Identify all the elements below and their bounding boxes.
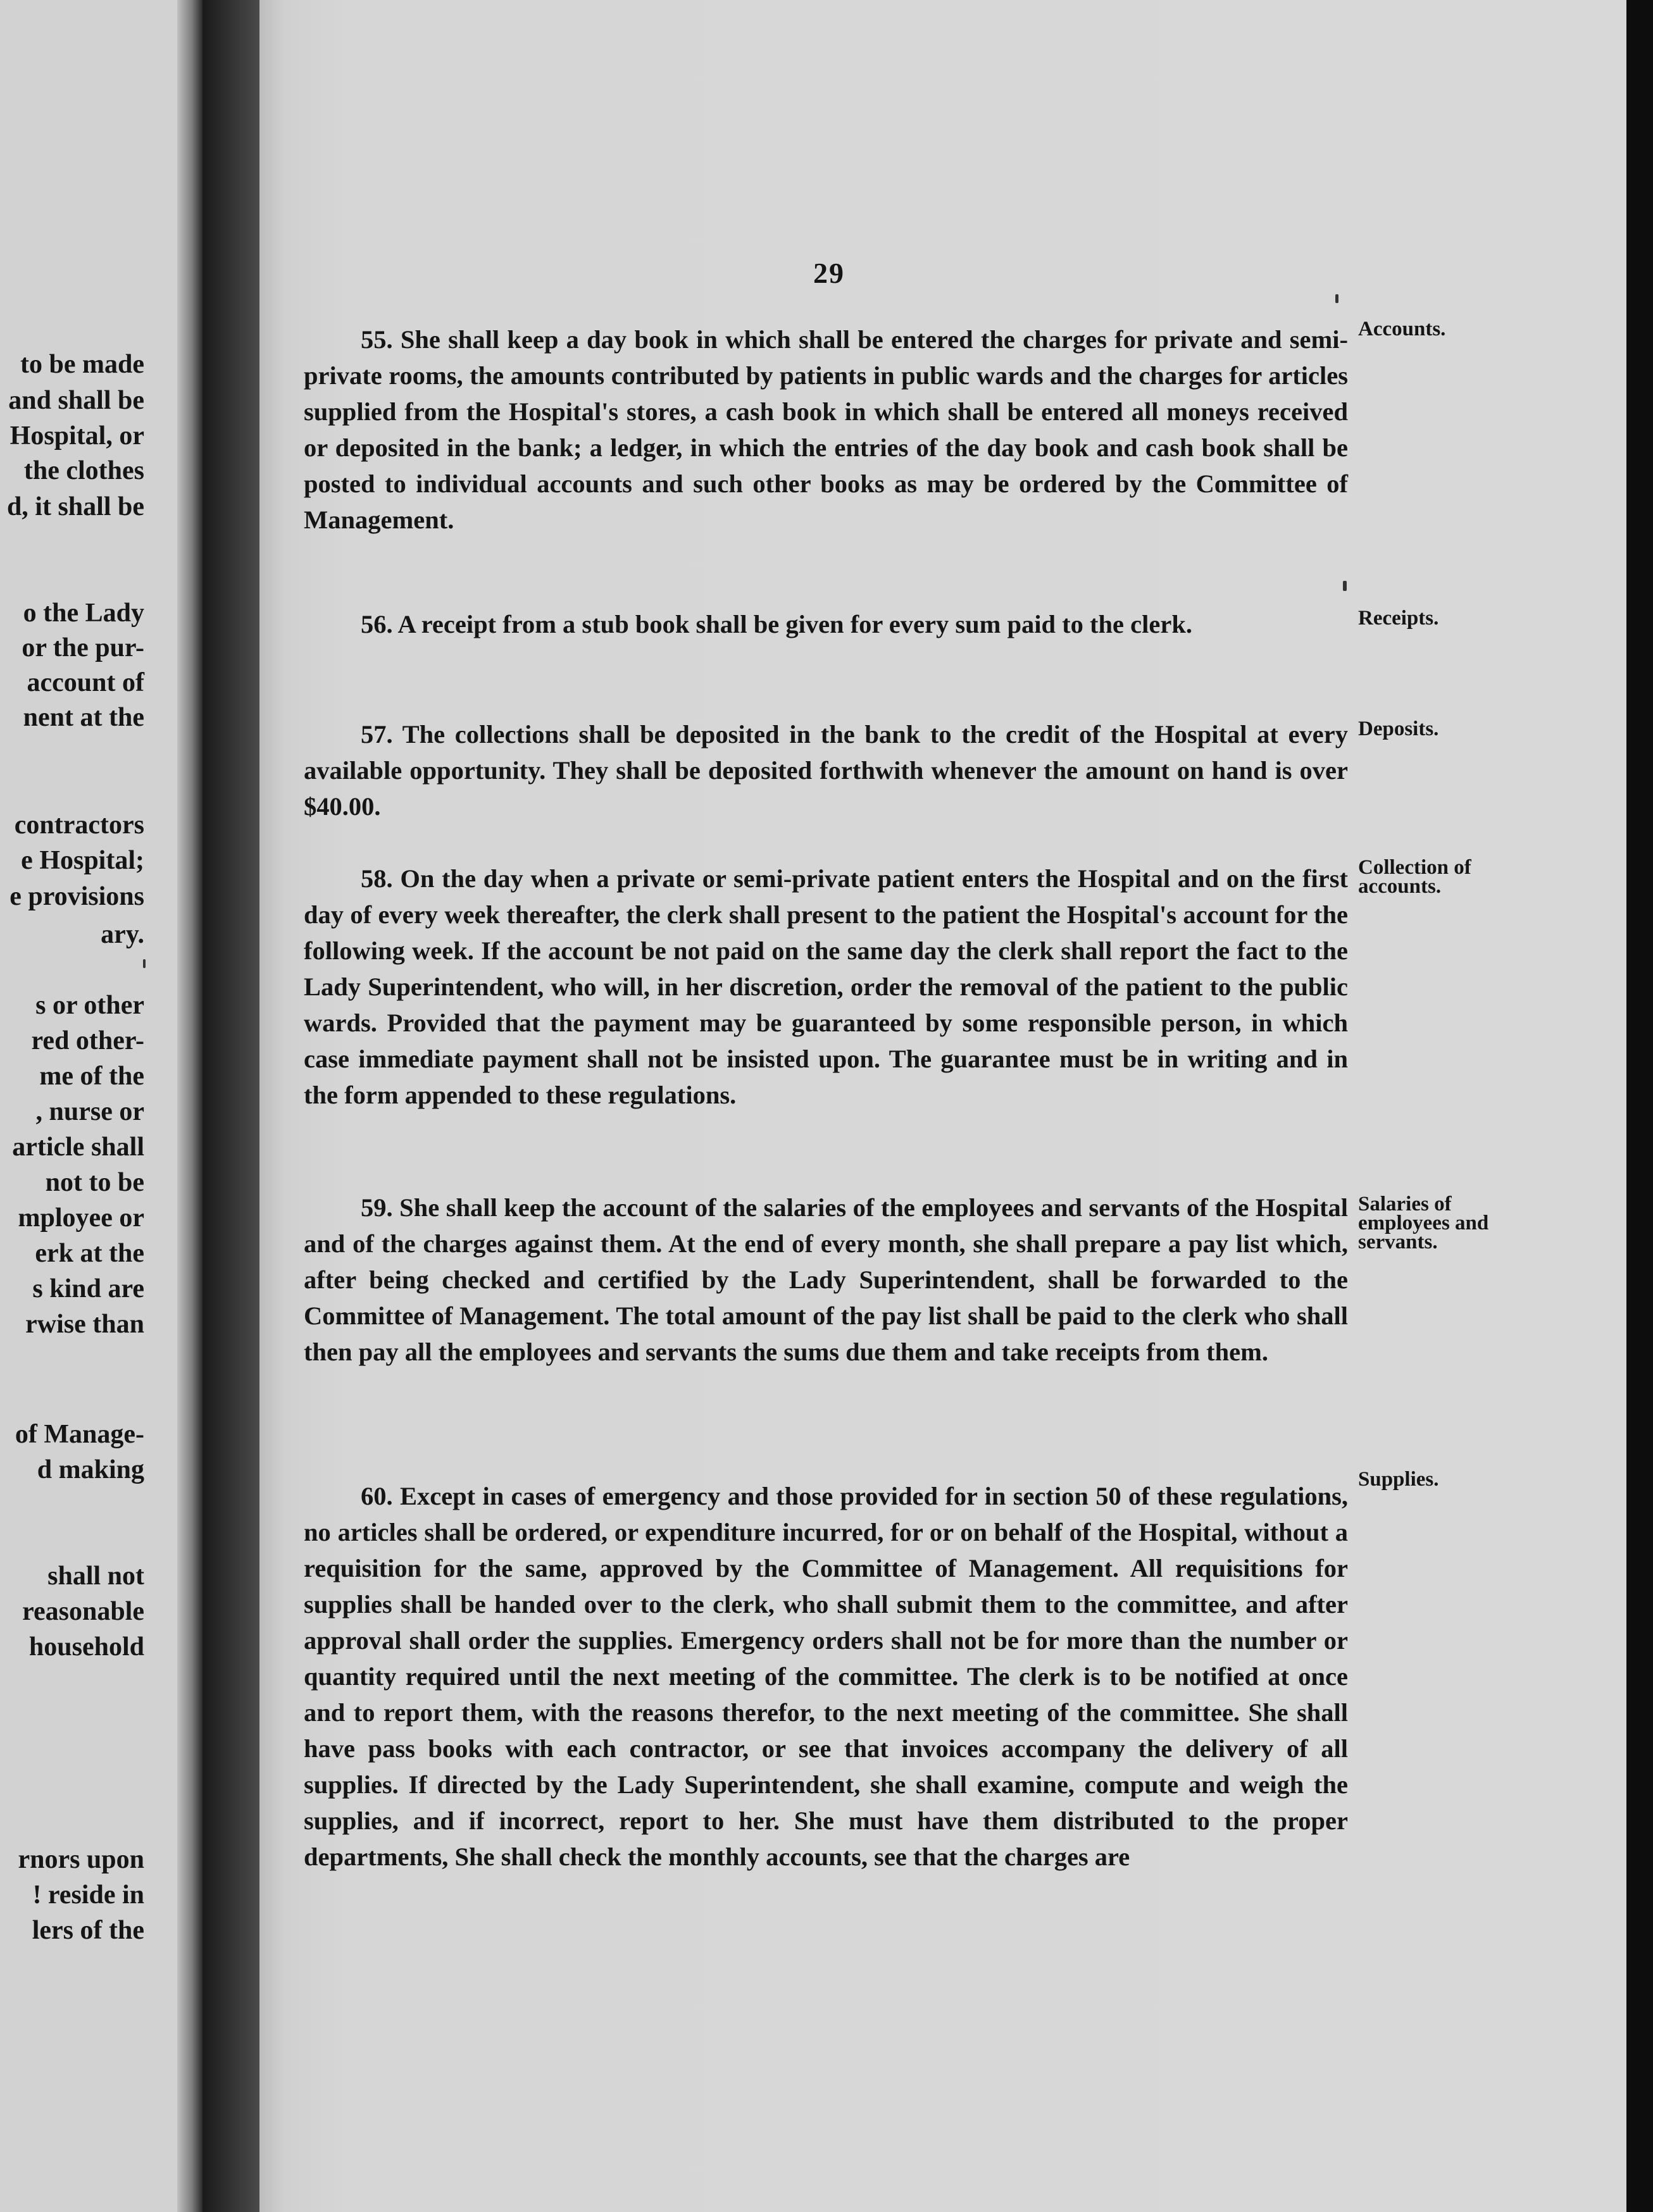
left-page-line: lers of the: [32, 1916, 144, 1945]
left-page-line: or the pur-: [22, 633, 144, 662]
section-text: She shall keep a day book in which shall be entered the charges for private and semi-private rooms, the amounts contributed by patients in public wards and the charges for articles supplied from the Hospital's stores, a cash book in which shall be entered all moneys received or deposited in the bank; a ledger, in which the entries of the day book and cash book shall be posted to individual accounts and such other books as may be ordered by the Committee of Management.: [304, 325, 1349, 534]
left-page-gutter-shadow: [177, 0, 203, 2212]
section-56: [304, 606, 1348, 642]
section-60: [304, 1478, 1348, 1875]
section-text: She shall keep the account of the salaries of the employees and servants of the Hospital and of the charges against them. At the end of every month, she shall prepare a pay list which, after being checked and certified by the Lady Superintendent, shall be forwarded to the Committee of Management. The total amount of the pay list shall be paid to the clerk who shall then pay all the employees and servants the sums due them and take receipts from them.: [304, 1193, 1349, 1366]
left-page-line: nent at the: [23, 703, 144, 732]
section-57: [304, 716, 1348, 824]
left-page-line: to be made: [20, 350, 144, 379]
margin-note-receipts: Receipts.: [1358, 607, 1439, 630]
left-page-line: rnors upon: [18, 1845, 144, 1874]
left-page-line: d making: [37, 1455, 144, 1484]
section-text: On the day when a private or semi-private patient enters the Hospital and on the first day of every week thereafter, the clerk shall present to the patient the Hospital's account for the following week. If the account be not paid on the same day the clerk shall report the fact to the Lady Superintendent, who will, in her discretion, order the removal of the patient to the public wards. Provided that the payment may be guaranteed by some responsible person, in which case immediate payment shall not be insisted upon. The guarantee must be in writing and in the form appended to these regulations.: [304, 864, 1348, 1109]
left-page-line: red other-: [31, 1026, 144, 1055]
left-page-line: contractors: [14, 811, 144, 840]
margin-note-accounts: Accounts.: [1358, 318, 1446, 340]
left-page-line: of Manage-: [15, 1420, 144, 1449]
left-page-line: mployee or: [18, 1203, 144, 1233]
section-text: A receipt from a stub book shall be given for every sum paid to the clerk.: [397, 610, 1192, 638]
section-number: 57.: [361, 720, 393, 749]
left-facing-page: [0, 0, 203, 2212]
left-page-line: household: [28, 1632, 144, 1662]
right-edge-shadow: [1626, 0, 1653, 2212]
left-page-line: s kind are: [32, 1274, 144, 1303]
section-number: 60.: [361, 1482, 393, 1510]
left-page-line: ! reside in: [32, 1880, 144, 1910]
left-page-line: article shall: [12, 1133, 144, 1162]
left-page-line: e provisions: [9, 882, 144, 911]
left-page-line: Hospital, or: [9, 421, 144, 450]
section-number: 56.: [361, 610, 393, 638]
left-page-line: d, it shall be: [6, 492, 144, 521]
left-page-line: ary.: [101, 920, 144, 949]
section-58: [304, 861, 1348, 1113]
left-page-line: not to be: [45, 1168, 144, 1197]
margin-note-salaries: Salaries of employees and servants.: [1358, 1193, 1489, 1253]
section-number: 59.: [361, 1193, 393, 1222]
left-page-line: , nurse or: [35, 1097, 144, 1126]
left-page-line: o the Lady: [23, 599, 144, 628]
left-page-line: erk at the: [35, 1239, 144, 1268]
page-number: 29: [813, 257, 845, 289]
left-page-line: and shall be: [8, 386, 144, 415]
scan-speck: [143, 959, 146, 968]
section-text: The collections shall be deposited in the bank to the credit of the Hospital at every available opportunity. They shall be deposited forthwith whenever the amount on hand is over $40.00.: [304, 720, 1348, 821]
scan-speck: [1335, 294, 1338, 303]
left-page-line: me of the: [39, 1062, 144, 1091]
left-page-line: shall not: [47, 1562, 144, 1591]
section-55: [304, 321, 1348, 538]
left-page-line: reasonable: [22, 1597, 144, 1626]
section-number: 55.: [361, 325, 393, 354]
section-59: [304, 1190, 1348, 1370]
scan-speck: [1343, 581, 1347, 591]
left-page-line: e Hospital;: [21, 846, 144, 875]
section-number: 58.: [361, 864, 393, 893]
margin-note-deposits: Deposits.: [1358, 718, 1439, 740]
left-page-line: s or other: [35, 991, 144, 1020]
margin-note-collection-of-accounts: Collection of accounts.: [1358, 856, 1471, 898]
left-page-line: account of: [27, 668, 144, 697]
left-page-line: rwise than: [25, 1310, 144, 1339]
margin-note-supplies: Supplies.: [1358, 1468, 1439, 1491]
section-text: Except in cases of emergency and those provided for in section 50 of these regulations, no articles shall be ordered, or expenditure incurred, for or on behalf of the Hospital, without a requisition for the same, approved by the Committee of Management. All requisitions for supplies shall be handed over to the clerk, who shall submit them to the committee, and after approval shall order the supplies. Emergency orders shall not be for more than the number or quantity required until the next meeting of the committee. The clerk is to be notified at once and to report them, with the reasons therefor, to the next meeting of the committee. She shall have pass books with each contractor, or see that invoices accompany the delivery of all supplies. If directed by the Lady Superintendent, she shall examine, compute and weigh the supplies, and if incorrect, report to her. She must have them distributed to the proper departments, She shall check the monthly accounts, see that the charges are: [304, 1482, 1348, 1871]
left-page-line: the clothes: [23, 456, 144, 485]
page-gap: [203, 0, 259, 2212]
